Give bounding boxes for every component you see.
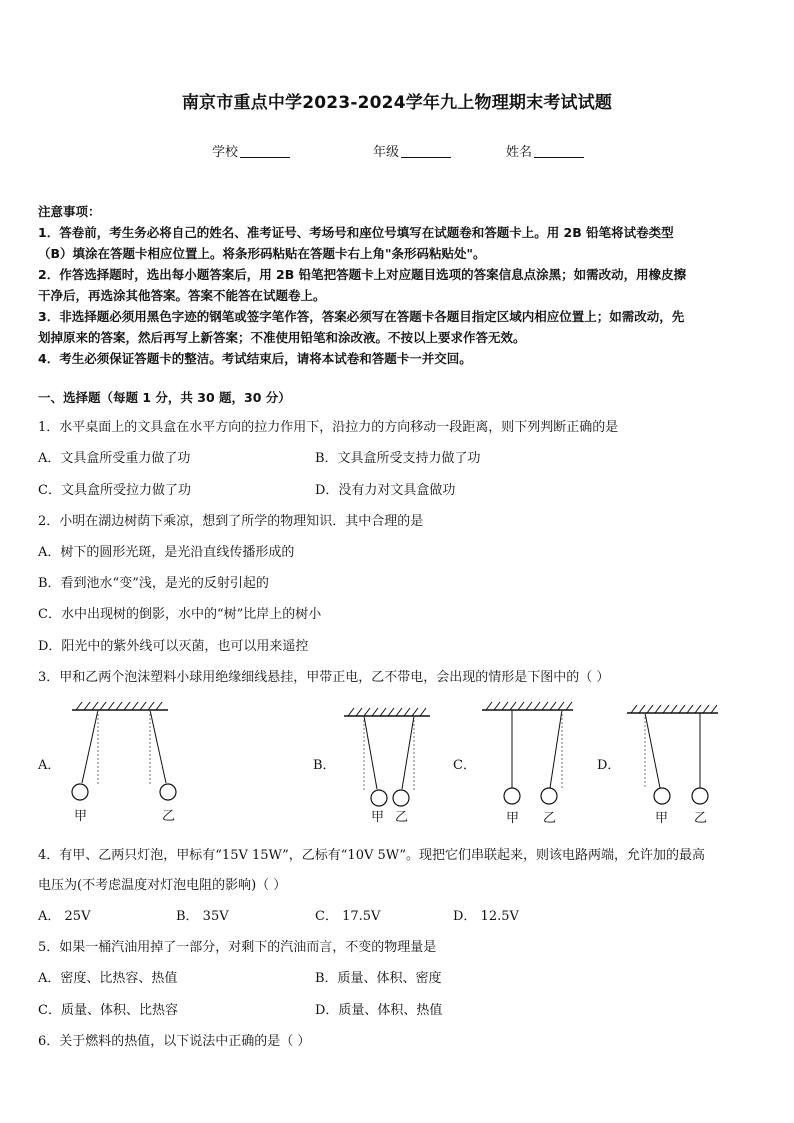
- question-3-option-b[interactable]: B．: [313, 758, 336, 773]
- question-4-stem-line1: 4．有甲、乙两只灯泡，甲标有“15V 15W”，乙标有“10V 5W”。现把它们串联起来，则该电路两端，允许加的最高: [38, 848, 705, 863]
- question-2-option-c[interactable]: C．水中出现树的倒影，水中的“树”比岸上的树小: [38, 607, 322, 622]
- pendulum-diagram-a: [70, 700, 176, 825]
- question-3-option-a[interactable]: A．: [38, 758, 61, 773]
- note-1b: （B）填涂在答题卡相应位置上。将条形码粘贴在答题卡右上角"条形码粘贴处"。: [38, 246, 486, 261]
- grade-label: 年级: [373, 145, 400, 160]
- school-blank[interactable]: [240, 145, 290, 158]
- name-blank[interactable]: [534, 145, 584, 158]
- question-4-option-a[interactable]: A． 25V: [38, 909, 91, 924]
- question-3-option-d[interactable]: D．: [597, 758, 621, 773]
- question-2-option-a[interactable]: A．树下的圆形光斑，是光沿直线传播形成的: [38, 545, 295, 560]
- grade-blank[interactable]: [401, 145, 451, 158]
- question-1-option-d[interactable]: D．没有力对文具盒做功: [315, 483, 456, 498]
- question-1-option-a[interactable]: A．文具盒所受重力做了功: [38, 451, 191, 466]
- question-5-option-b[interactable]: B．质量、体积、密度: [315, 971, 442, 986]
- note-2a: 2．作答选择题时，选出每小题答案后，用 2B 铅笔把答题卡上对应题目选项的答案信息点涂黑；如需改动，用橡皮擦: [38, 267, 687, 282]
- question-4-stem-line2: 电压为(不考虑温度对灯泡电阻的影响)（ ）: [38, 878, 287, 893]
- question-5-option-a[interactable]: A．密度、比热容、热值: [38, 971, 178, 986]
- question-1-option-c[interactable]: C．文具盒所受拉力做了功: [38, 483, 191, 498]
- pendulum-diagram-c: [480, 700, 575, 825]
- question-4-option-b[interactable]: B． 35V: [176, 909, 229, 924]
- question-5-option-c[interactable]: C．质量、体积、比热容: [38, 1003, 178, 1018]
- pendulum-diagram-d: [625, 703, 720, 825]
- question-4-option-d[interactable]: D． 12.5V: [453, 909, 519, 924]
- question-2-option-b[interactable]: B．看到池水“变”浅，是光的反射引起的: [38, 576, 269, 591]
- jia-label: 甲: [74, 809, 88, 824]
- pendulum-diagram-b: [342, 706, 432, 826]
- notes-heading: 注意事项：: [38, 204, 101, 219]
- question-2-stem: 2．小明在湖边树荫下乘凉，想到了所学的物理知识．其中合理的是: [38, 514, 424, 529]
- question-3-stem: 3．甲和乙两个泡沫塑料小球用绝缘细线悬挂，甲带正电，乙不带电，会出现的情形是下图中的（ ）: [38, 670, 610, 685]
- school-label: 学校: [212, 145, 239, 160]
- note-4: 4．考生必须保证答题卡的整洁。考试结束后，请将本试卷和答题卡一并交回。: [38, 351, 472, 366]
- grade-field[interactable]: [373, 141, 451, 160]
- jia-label: 甲: [506, 811, 520, 826]
- note-3b: 划掉原来的答案，然后再写上新答案；不准使用铅笔和涂改液。不按以上要求作答无效。: [38, 330, 526, 345]
- question-6-stem: 6．关于燃料的热值，以下说法中正确的是（ ）: [38, 1034, 311, 1049]
- yi-label: 乙: [694, 811, 708, 826]
- yi-label: 乙: [162, 809, 176, 824]
- name-label: 姓名: [506, 145, 533, 160]
- question-5-option-d[interactable]: D．质量、体积、热值: [315, 1003, 443, 1018]
- question-1-option-b[interactable]: B．文具盒所受支持力做了功: [315, 451, 481, 466]
- question-2-option-d[interactable]: D．阳光中的紫外线可以灭菌，也可以用来遥控: [38, 639, 309, 654]
- question-4-option-c[interactable]: C． 17.5V: [315, 909, 381, 924]
- exam-title: 南京市重点中学2023-2024学年九上物理期末考试试题: [181, 93, 613, 113]
- note-2b: 干净后，再选涂其他答案。答案不能答在试题卷上。: [38, 288, 326, 303]
- question-5-stem: 5．如果一桶汽油用掉了一部分，对剩下的汽油而言，不变的物理量是: [38, 940, 437, 955]
- name-field[interactable]: [506, 141, 584, 160]
- note-3a: 3．非选择题必须用黑色字迹的钢笔或签字笔作答，答案必须写在答题卡各题目指定区域内相应位置上；如需改动，先: [38, 309, 685, 324]
- yi-label: 乙: [395, 810, 409, 825]
- question-3-option-c[interactable]: C．: [453, 758, 476, 773]
- jia-label: 甲: [371, 810, 385, 825]
- note-1a: 1．答卷前，考生务必将自己的姓名、准考证号、考场号和座位号填写在试题卷和答题卡上。用 2B 铅笔将试卷类型: [38, 225, 674, 240]
- yi-label: 乙: [543, 811, 557, 826]
- question-1-stem: 1．水平桌面上的文具盒在水平方向的拉力作用下，沿拉力的方向移动一段距离，则下列判断正确的是: [38, 420, 619, 435]
- school-field[interactable]: [212, 141, 290, 160]
- section-heading: 一、选择题（每题 1 分，共 30 题，30 分）: [38, 390, 291, 405]
- jia-label: 甲: [655, 811, 669, 826]
